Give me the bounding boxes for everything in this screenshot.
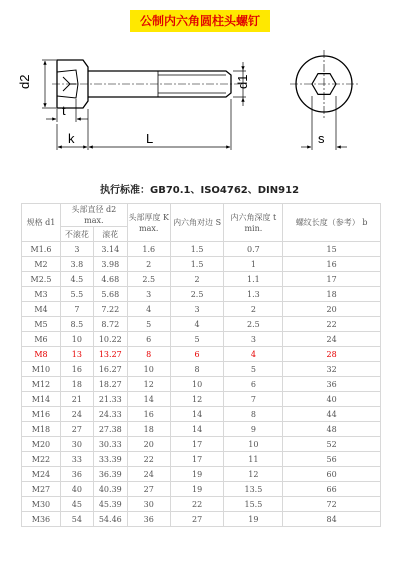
label-k: k	[68, 131, 75, 146]
cell-hex-depth: 0.7	[224, 242, 283, 257]
cell-hex-depth: 15.5	[224, 497, 283, 512]
cell-hex-across-flats: 17	[170, 437, 224, 452]
cell-thread-length: 36	[283, 377, 381, 392]
spec-table	[21, 203, 381, 527]
label-L: L	[146, 131, 154, 146]
cell-head-diameter-knurled: 7.22	[93, 302, 127, 317]
cell-hex-across-flats: 14	[170, 422, 224, 437]
header-thread-length: 螺纹长度（参考） b	[283, 204, 381, 242]
cell-size: M2.5	[22, 272, 61, 287]
cell-head-height: 4	[127, 302, 170, 317]
cell-hex-depth: 19	[224, 512, 283, 527]
cell-hex-depth: 10	[224, 437, 283, 452]
cell-head-height: 3	[127, 287, 170, 302]
header-head-diameter: 头部直径 d2 max.	[60, 204, 127, 227]
cell-hex-across-flats: 10	[170, 377, 224, 392]
standard-label: 执行标准：GB70.1、ISO4762、DIN912	[100, 185, 300, 196]
cell-head-height: 12	[127, 377, 170, 392]
table-row	[22, 362, 381, 377]
table-row	[22, 242, 381, 257]
cell-head-diameter-knurled: 21.33	[93, 392, 127, 407]
cell-head-diameter-plain: 27	[60, 422, 93, 437]
cell-head-diameter-plain: 3	[60, 242, 93, 257]
cell-thread-length: 56	[283, 452, 381, 467]
header-size: 规格 d1	[22, 204, 61, 242]
cell-head-diameter-knurled: 45.39	[93, 497, 127, 512]
cell-size: M5	[22, 317, 61, 332]
table-row	[22, 437, 381, 452]
cell-head-diameter-plain: 45	[60, 497, 93, 512]
cell-head-diameter-plain: 24	[60, 407, 93, 422]
table-row	[22, 332, 381, 347]
cell-head-diameter-plain: 36	[60, 467, 93, 482]
label-d2: d2	[17, 74, 32, 89]
cell-head-diameter-knurled: 36.39	[93, 467, 127, 482]
cell-head-height: 2.5	[127, 272, 170, 287]
cell-head-diameter-knurled: 10.22	[93, 332, 127, 347]
cell-head-height: 27	[127, 482, 170, 497]
table-row	[22, 512, 381, 527]
cell-hex-across-flats: 6	[170, 347, 224, 362]
cell-head-height: 14	[127, 392, 170, 407]
label-s: s	[318, 131, 325, 146]
cell-thread-length: 22	[283, 317, 381, 332]
cell-head-diameter-knurled: 18.27	[93, 377, 127, 392]
header-hex-across-flats: 内六角对边 S	[170, 204, 224, 242]
table-row	[22, 377, 381, 392]
cell-head-diameter-knurled: 5.68	[93, 287, 127, 302]
cell-head-diameter-plain: 8.5	[60, 317, 93, 332]
cell-thread-length: 18	[283, 287, 381, 302]
cell-hex-depth: 8	[224, 407, 283, 422]
cell-head-height: 2	[127, 257, 170, 272]
cell-size: M27	[22, 482, 61, 497]
cell-thread-length: 32	[283, 362, 381, 377]
cell-thread-length: 66	[283, 482, 381, 497]
header-head-height: 头部厚度 K max.	[127, 204, 170, 242]
table-row	[22, 452, 381, 467]
cell-head-diameter-plain: 13	[60, 347, 93, 362]
cell-size: M22	[22, 452, 61, 467]
cell-head-height: 22	[127, 452, 170, 467]
cell-thread-length: 52	[283, 437, 381, 452]
cell-head-diameter-knurled: 24.33	[93, 407, 127, 422]
cell-hex-across-flats: 4	[170, 317, 224, 332]
cell-head-diameter-knurled: 4.68	[93, 272, 127, 287]
cell-head-diameter-plain: 33	[60, 452, 93, 467]
cell-hex-across-flats: 17	[170, 452, 224, 467]
cell-head-height: 36	[127, 512, 170, 527]
cell-thread-length: 44	[283, 407, 381, 422]
cell-hex-across-flats: 22	[170, 497, 224, 512]
cell-head-height: 8	[127, 347, 170, 362]
table-row	[22, 392, 381, 407]
cell-hex-across-flats: 8	[170, 362, 224, 377]
cell-thread-length: 16	[283, 257, 381, 272]
cell-size: M6	[22, 332, 61, 347]
header-head-diameter-knurled: 滚花	[93, 227, 127, 242]
cell-head-diameter-knurled: 3.98	[93, 257, 127, 272]
cell-thread-length: 20	[283, 302, 381, 317]
cell-head-diameter-plain: 10	[60, 332, 93, 347]
cell-head-height: 30	[127, 497, 170, 512]
cell-size: M14	[22, 392, 61, 407]
cell-head-height: 5	[127, 317, 170, 332]
cell-head-diameter-plain: 3.8	[60, 257, 93, 272]
table-row	[22, 302, 381, 317]
cell-thread-length: 60	[283, 467, 381, 482]
cell-hex-across-flats: 2	[170, 272, 224, 287]
page-title: 公制内六角圆柱头螺钉	[130, 10, 270, 32]
label-d1: d1	[235, 74, 250, 89]
cell-hex-across-flats: 19	[170, 482, 224, 497]
cell-head-diameter-knurled: 33.39	[93, 452, 127, 467]
cell-hex-across-flats: 3	[170, 302, 224, 317]
cell-head-diameter-knurled: 27.38	[93, 422, 127, 437]
cell-head-diameter-knurled: 16.27	[93, 362, 127, 377]
table-row	[22, 287, 381, 302]
cell-thread-length: 24	[283, 332, 381, 347]
cell-hex-depth: 13.5	[224, 482, 283, 497]
cell-head-diameter-plain: 5.5	[60, 287, 93, 302]
cell-hex-depth: 4	[224, 347, 283, 362]
header-head-diameter-plain: 不滚花	[60, 227, 93, 242]
cell-head-diameter-plain: 4.5	[60, 272, 93, 287]
cell-hex-across-flats: 2.5	[170, 287, 224, 302]
cell-size: M12	[22, 377, 61, 392]
table-row	[22, 422, 381, 437]
cell-head-height: 16	[127, 407, 170, 422]
cell-size: M18	[22, 422, 61, 437]
cell-size: M16	[22, 407, 61, 422]
cell-size: M3	[22, 287, 61, 302]
cell-hex-across-flats: 1.5	[170, 257, 224, 272]
cell-hex-depth: 5	[224, 362, 283, 377]
table-row	[22, 497, 381, 512]
cell-head-height: 18	[127, 422, 170, 437]
cell-head-diameter-plain: 16	[60, 362, 93, 377]
screw-technical-drawing	[0, 38, 400, 163]
cell-size: M1.6	[22, 242, 61, 257]
cell-head-diameter-knurled: 54.46	[93, 512, 127, 527]
cell-head-diameter-plain: 21	[60, 392, 93, 407]
header-hex-depth: 内六角深度 t min.	[224, 204, 283, 242]
cell-hex-depth: 12	[224, 467, 283, 482]
cell-head-height: 1.6	[127, 242, 170, 257]
cell-hex-depth: 7	[224, 392, 283, 407]
cell-hex-depth: 1.3	[224, 287, 283, 302]
cell-thread-length: 15	[283, 242, 381, 257]
cell-hex-depth: 1.1	[224, 272, 283, 287]
cell-head-height: 20	[127, 437, 170, 452]
cell-size: M8	[22, 347, 61, 362]
cell-head-diameter-knurled: 30.33	[93, 437, 127, 452]
cell-head-diameter-knurled: 40.39	[93, 482, 127, 497]
cell-size: M30	[22, 497, 61, 512]
cell-head-diameter-knurled: 8.72	[93, 317, 127, 332]
table-row	[22, 347, 381, 362]
cell-head-diameter-plain: 7	[60, 302, 93, 317]
cell-size: M24	[22, 467, 61, 482]
cell-head-diameter-knurled: 3.14	[93, 242, 127, 257]
cell-hex-across-flats: 19	[170, 467, 224, 482]
cell-head-height: 10	[127, 362, 170, 377]
cell-thread-length: 28	[283, 347, 381, 362]
cell-size: M20	[22, 437, 61, 452]
label-t: t	[62, 103, 66, 118]
cell-head-height: 6	[127, 332, 170, 347]
cell-thread-length: 17	[283, 272, 381, 287]
cell-hex-depth: 3	[224, 332, 283, 347]
cell-hex-depth: 11	[224, 452, 283, 467]
cell-hex-depth: 6	[224, 377, 283, 392]
cell-hex-depth: 9	[224, 422, 283, 437]
cell-head-diameter-plain: 30	[60, 437, 93, 452]
cell-size: M36	[22, 512, 61, 527]
cell-thread-length: 72	[283, 497, 381, 512]
table-row	[22, 272, 381, 287]
cell-head-diameter-plain: 54	[60, 512, 93, 527]
cell-thread-length: 40	[283, 392, 381, 407]
cell-size: M4	[22, 302, 61, 317]
cell-hex-depth: 2	[224, 302, 283, 317]
cell-head-diameter-plain: 18	[60, 377, 93, 392]
cell-head-diameter-knurled: 13.27	[93, 347, 127, 362]
cell-hex-across-flats: 12	[170, 392, 224, 407]
cell-hex-across-flats: 1.5	[170, 242, 224, 257]
cell-head-diameter-plain: 40	[60, 482, 93, 497]
cell-hex-across-flats: 5	[170, 332, 224, 347]
table-row	[22, 257, 381, 272]
cell-hex-across-flats: 14	[170, 407, 224, 422]
cell-hex-across-flats: 27	[170, 512, 224, 527]
cell-thread-length: 84	[283, 512, 381, 527]
cell-hex-depth: 2.5	[224, 317, 283, 332]
cell-thread-length: 48	[283, 422, 381, 437]
cell-head-height: 24	[127, 467, 170, 482]
table-row	[22, 317, 381, 332]
cell-size: M10	[22, 362, 61, 377]
table-row	[22, 482, 381, 497]
table-row	[22, 467, 381, 482]
table-row	[22, 407, 381, 422]
cell-hex-depth: 1	[224, 257, 283, 272]
cell-size: M2	[22, 257, 61, 272]
